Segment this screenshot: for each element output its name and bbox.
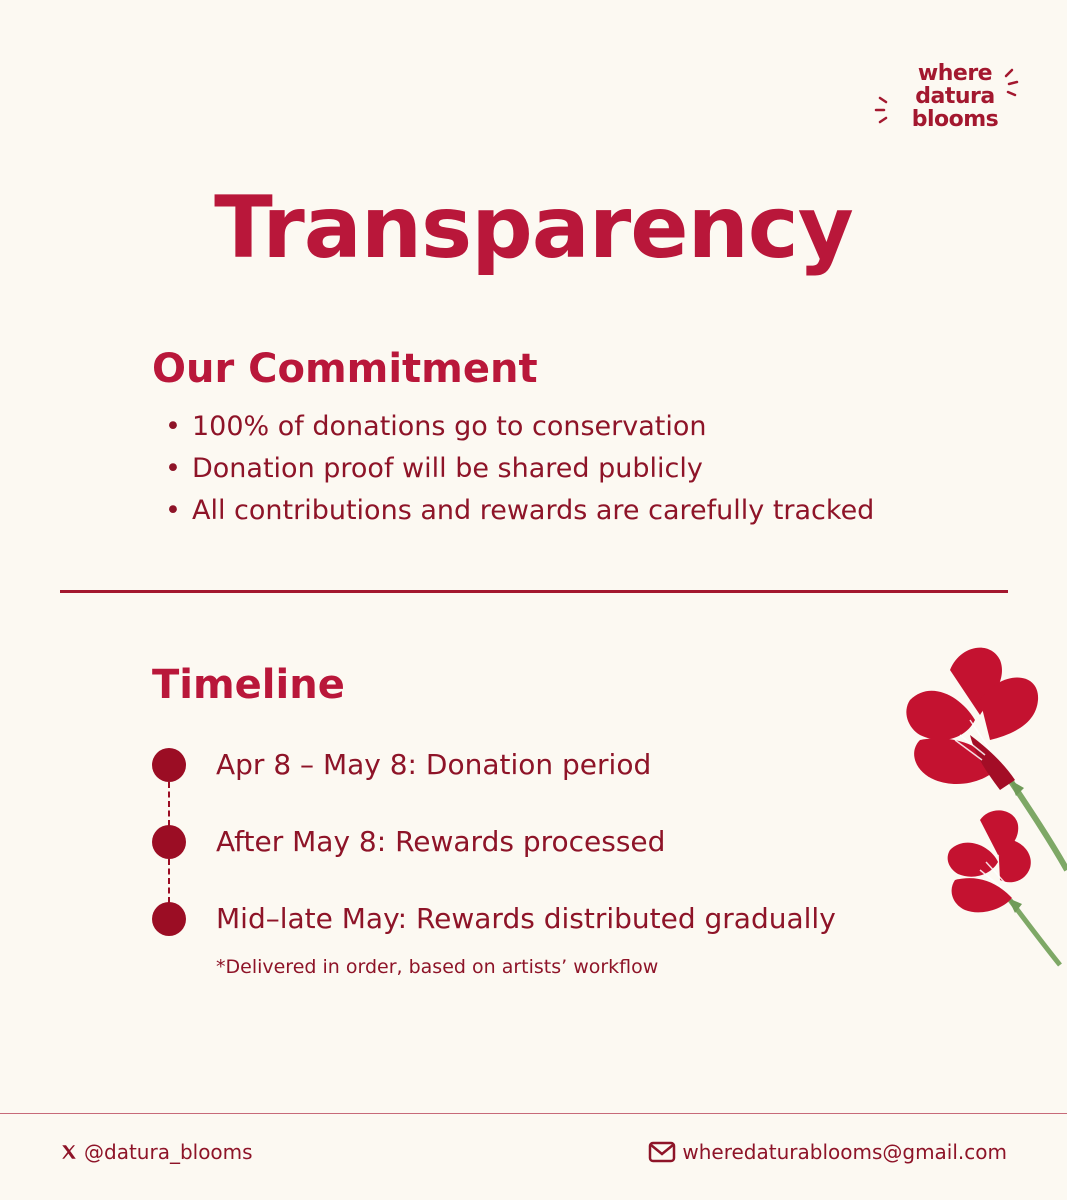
social-handle-text: @datura_blooms (84, 1140, 253, 1164)
timeline-connector (168, 782, 170, 826)
logo-line: blooms (911, 107, 999, 132)
timeline-step: Apr 8 – May 8: Donation period (216, 748, 652, 781)
logo-wordmark (900, 62, 1010, 131)
logo-line: datura (915, 84, 995, 109)
commitment-heading: Our Commitment (152, 346, 538, 392)
page-title: Transparency (214, 178, 853, 278)
timeline-dot (152, 825, 186, 859)
contact-email[interactable] (648, 1140, 1007, 1164)
list-item: • All contributions and rewards are carefully tracked (165, 495, 875, 526)
timeline-note: *Delivered in order, based on artists’ workflow (216, 956, 659, 978)
list-item: • Donation proof will be shared publicly (165, 453, 703, 484)
list-item-text: Donation proof will be shared publicly (192, 453, 703, 484)
logo-line: where (917, 61, 993, 86)
datura-flower-illustration (890, 640, 1067, 980)
brand-logo (872, 62, 1022, 142)
x-logo-icon (60, 1143, 78, 1161)
contact-email-text: wheredaturablooms@gmail.com (682, 1140, 1007, 1164)
list-item-text: 100% of donations go to conservation (192, 411, 707, 442)
social-handle[interactable] (60, 1140, 253, 1164)
commitment-list (165, 406, 874, 532)
list-item-text: All contributions and rewards are carefully tracked (192, 495, 875, 526)
timeline-step: Mid–late May: Rewards distributed gradually (216, 902, 836, 935)
timeline-dot (152, 748, 186, 782)
footer-divider (0, 1113, 1067, 1114)
list-item: • 100% of donations go to conservation (165, 411, 707, 442)
timeline-connector (168, 859, 170, 903)
timeline-step: After May 8: Rewards processed (216, 825, 666, 858)
section-divider (60, 590, 1008, 593)
timeline-dot (152, 902, 186, 936)
timeline-heading: Timeline (152, 662, 345, 708)
mail-icon (648, 1141, 676, 1163)
